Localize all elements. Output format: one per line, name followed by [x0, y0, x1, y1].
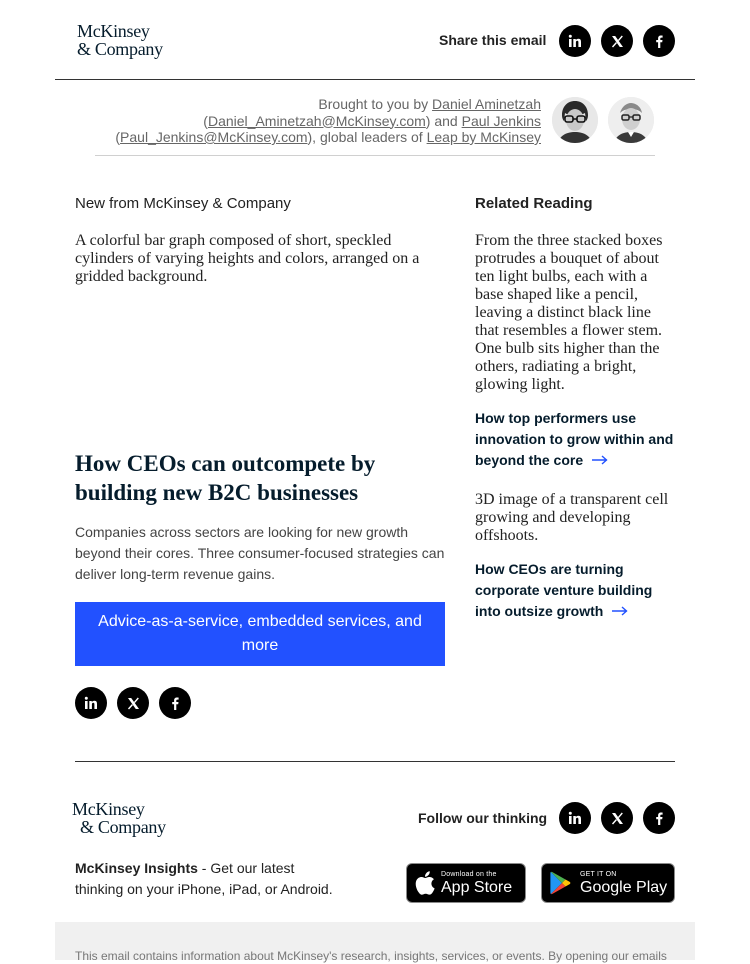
app-store-big: App Store	[441, 878, 513, 896]
insights-app-name[interactable]: McKinsey Insights	[75, 860, 198, 876]
facebook-share-button[interactable]	[643, 25, 675, 57]
google-play-small: GET IT ON	[580, 870, 617, 878]
author1-avatar	[552, 97, 598, 143]
arrow-right-icon	[591, 455, 609, 465]
app-store-badge[interactable]	[406, 863, 526, 903]
related-link-2[interactable]	[475, 559, 675, 622]
related-image-2[interactable]	[475, 491, 675, 545]
x-icon	[611, 35, 624, 48]
related-image-2-alt: 3D image of a transparent cell growing and developing offshoots.	[475, 491, 669, 544]
linkedin-icon	[568, 811, 582, 825]
logo-line-2: & Company	[77, 39, 163, 59]
related-link-1[interactable]	[475, 408, 675, 471]
related-image-1-alt: From the three stacked boxes protrudes a bouquet of about ten light bulbs, each with a base shaped like a pencil, leaving a distinct black line that resembles a flower stem. One bulb sits higher than the others, radiating a bright, glowing light.	[475, 232, 663, 393]
linkedin-share-button[interactable]	[559, 25, 591, 57]
author2-avatar	[608, 97, 654, 143]
google-play-badge[interactable]	[541, 863, 675, 903]
google-play-text	[580, 871, 667, 896]
footer-logo-line-1: McKinsey	[72, 799, 145, 819]
byline-line-2: (Daniel_Aminetzah@McKinsey.com) and Paul Jenkins	[203, 112, 541, 129]
apple-icon	[415, 871, 435, 895]
related-image-1[interactable]	[475, 232, 675, 394]
article-linkedin-button[interactable]	[75, 687, 107, 719]
google-play-icon	[550, 871, 572, 895]
x-icon	[611, 812, 624, 825]
byline	[100, 96, 541, 146]
arrow-right-icon	[611, 606, 629, 616]
linkedin-icon	[568, 34, 582, 48]
footer-logo[interactable]	[72, 800, 166, 836]
app-store-text	[441, 871, 512, 896]
cta-label: Advice-as-a-service, embedded services, and more	[98, 613, 422, 654]
article-x-button[interactable]	[117, 687, 149, 719]
logo-line-1: McKinsey	[77, 21, 150, 41]
article-headline[interactable]: How CEOs can outcompete by building new B2C businesses	[75, 451, 376, 505]
article-facebook-button[interactable]	[159, 687, 191, 719]
author1-portrait-icon	[552, 97, 598, 143]
legal-footer-text: This email contains information about McKinsey's research, insights, services, or events. By opening our emails	[75, 949, 667, 963]
insights-blurb	[75, 858, 345, 900]
related-title: Related Reading	[475, 195, 593, 212]
follow-label: Follow our thinking	[418, 810, 548, 826]
byline-line-3: (Paul_Jenkins@McKinsey.com), global leaders of Leap by McKinsey	[115, 129, 541, 145]
facebook-icon	[170, 697, 180, 710]
author1-link[interactable]: Daniel Aminetzah	[432, 96, 541, 112]
facebook-icon	[654, 35, 664, 48]
byline-prefix: Brought to you by	[318, 96, 429, 112]
byline-and: and	[434, 112, 458, 129]
app-store-small: Download on the	[441, 870, 497, 878]
hero-image[interactable]	[75, 232, 445, 432]
author2-link[interactable]: Paul Jenkins	[461, 112, 541, 129]
content-divider	[75, 761, 675, 762]
author2-portrait-icon	[608, 97, 654, 143]
email1-link[interactable]: Daniel_Aminetzah@McKinsey.com	[207, 112, 426, 129]
article-description: Companies across sectors are looking for new growth beyond their cores. Three consumer-focused strategies can deliver long-term revenue gains.	[75, 524, 445, 582]
cta-button[interactable]	[75, 602, 445, 666]
legal-footer	[55, 922, 695, 963]
footer-logo-line-2: & Company	[80, 817, 166, 837]
insights-text: - Get our latest thinking on your iPhone, iPad, or Android.	[75, 860, 333, 897]
x-share-button[interactable]	[601, 25, 633, 57]
practice-link[interactable]: Leap by McKinsey	[426, 129, 541, 145]
byline-line-1	[100, 96, 541, 113]
related-link-1-label: How top performers use innovation to grow within and beyond the core	[475, 410, 674, 468]
header-divider	[55, 79, 695, 80]
section-title: New from McKinsey & Company	[75, 195, 291, 212]
facebook-icon	[654, 812, 664, 825]
follow-linkedin-button[interactable]	[559, 802, 591, 834]
mckinsey-logo[interactable]	[77, 22, 163, 58]
follow-x-button[interactable]	[601, 802, 633, 834]
hero-image-alt: A colorful bar graph composed of short, speckled cylinders of varying heights and colors, arranged on a gridded background.	[75, 232, 420, 285]
byline-divider	[95, 155, 655, 156]
google-play-big: Google Play	[580, 878, 668, 896]
email2-link[interactable]: Paul_Jenkins@McKinsey.com	[120, 129, 308, 145]
x-icon	[127, 697, 140, 710]
related-link-2-label: How CEOs are turning corporate venture building into outsize growth	[475, 561, 653, 619]
linkedin-icon	[84, 696, 98, 710]
share-label: Share this email	[439, 32, 547, 48]
byline-suffix: ), global leaders of	[307, 129, 423, 145]
follow-facebook-button[interactable]	[643, 802, 675, 834]
